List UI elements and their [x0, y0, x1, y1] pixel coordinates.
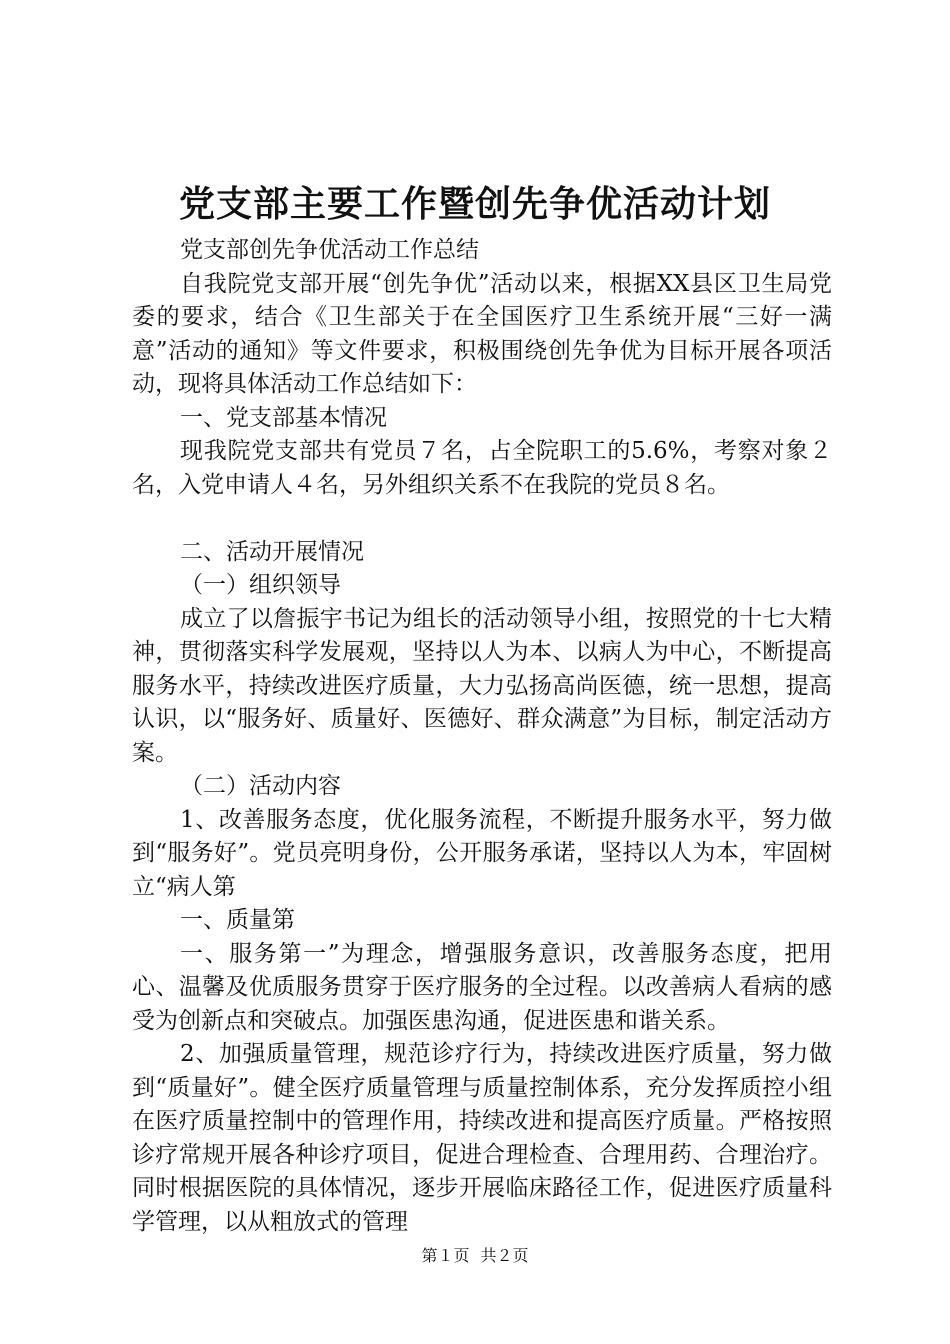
subsection-heading-leadership: （一）组织领导 [180, 572, 341, 598]
paragraph-service-first: 一、服务第一”为理念，增强服务意识，改善服务态度，把用心、温馨及优质服务贯穿于医疗服务的全过程。以改善病人看病的感受为创新点和突破点。加强医患沟通，促进医患和谐关系。 [132, 940, 832, 1034]
subsection-heading-content: （二）活动内容 [180, 773, 341, 799]
paragraph-quality-fragment: 一、质量第 [180, 907, 295, 933]
document-body [132, 234, 832, 1239]
paragraph-summary-heading: 党支部创先争优活动工作总结 [180, 237, 479, 263]
paragraph-quality-management: 2、加强质量管理，规范诊疗行为，持续改进医疗质量，努力做到“质量好”。健全医疗质量管理与质量控制体系，充分发挥质控小组在医疗质量控制中的管理作用，持续改进和提高医疗质量。严格按照诊疗常规开展各种诊疗项目，促进合理检查、合理用药、合理治疗。同时根据医院的具体情况，逐步开展临床路径工作，促进医疗质量科学管理，以从粗放式的管理 [132, 1041, 832, 1235]
paragraph-member-stats: 现我院党支部共有党员７名，占全院职工的5.6%，考察对象２名，入党申请人４名，另外组织关系不在我院的党员８名。 [132, 438, 832, 498]
section-heading-activities: 二、活动开展情况 [180, 538, 364, 565]
paragraph-intro: 自我院党支部开展“创先争优”活动以来，根据XX县区卫生局党委的要求，结合《卫生部关于在全国医疗卫生系统开展“三好一满意”活动的通知》等文件要求，积极围绕创先争优为目标开展各项活动，现将具体活动工作总结如下： [132, 270, 832, 397]
page-footer [0, 1244, 950, 1268]
page-total: 共２页 [480, 1246, 529, 1265]
paragraph-service-item: 1、改善服务态度，优化服务流程，不断提升服务水平，努力做到“服务好”。党员亮明身份，公开服务承诺，坚持以人为本，牢固树立“病人第 [132, 806, 832, 900]
document-title: 党支部主要工作暨创先争优活动计划 [178, 183, 771, 225]
section-heading-basic-info: 一、党支部基本情况 [180, 404, 387, 431]
paragraph-leadership: 成立了以詹振宇书记为组长的活动领导小组，按照党的十七大精神，贯彻落实科学发展观，坚持以人为本、以病人为中心，不断提高服务水平，持续改进医疗质量，大力弘扬高尚医德，统一思想，提高认识，以“服务好、质量好、医德好、群众满意”为目标，制定活动方案。 [132, 605, 832, 766]
page-number: 第１页 [421, 1246, 470, 1265]
